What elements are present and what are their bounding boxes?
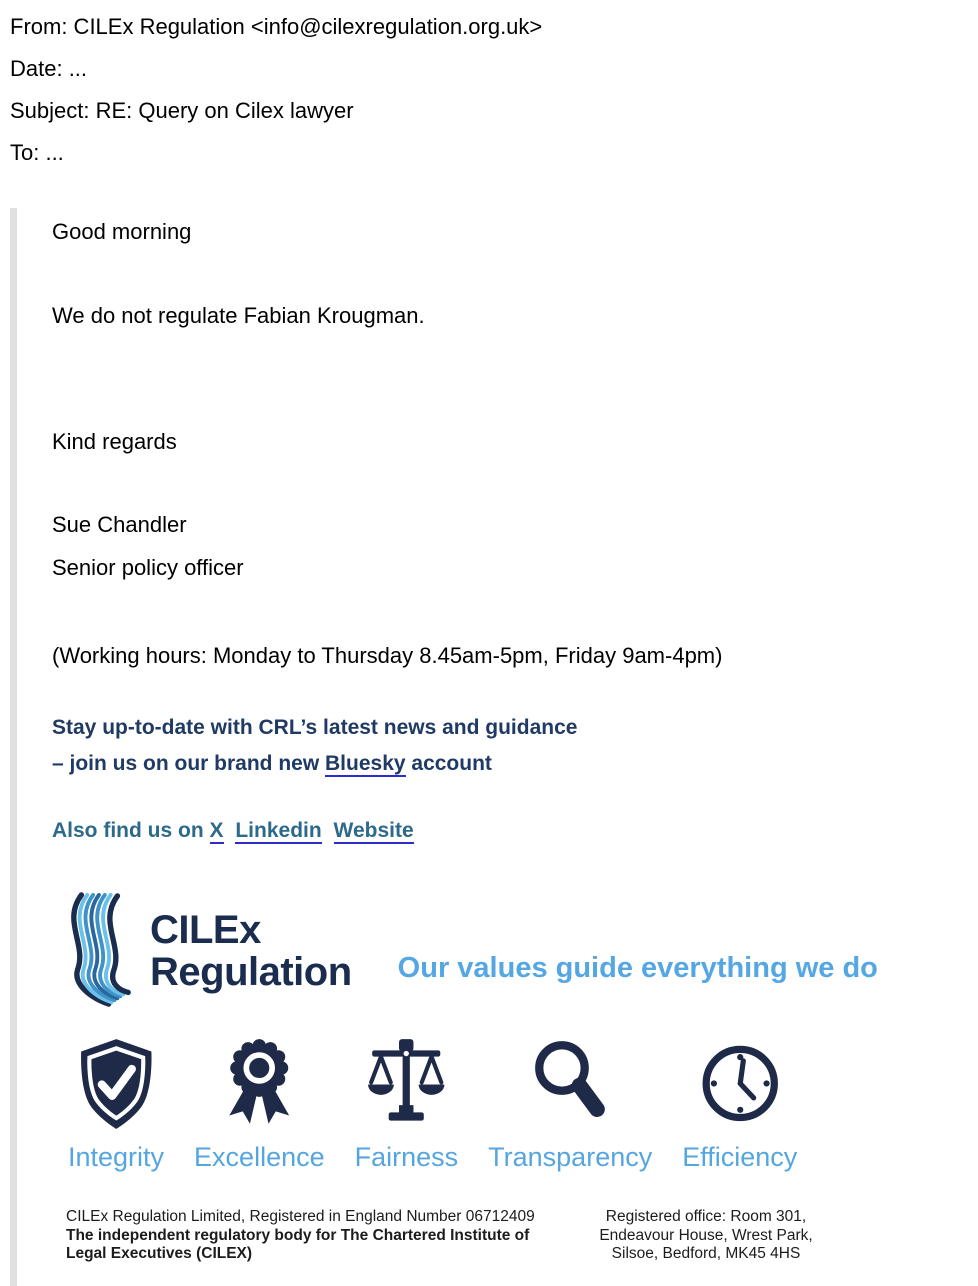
signature-footer: [52, 1208, 958, 1264]
logo-word-line2: Regulation: [150, 950, 352, 994]
promo-line2-suffix: account: [405, 752, 492, 775]
quoted-email-block: [10, 208, 978, 1286]
linkedin-link[interactable]: Linkedin: [235, 819, 322, 842]
working-hours-text: (Working hours: Monday to Thursday 8.45am-5pm, Friday 9am-4pm): [52, 643, 723, 668]
value-fairness: [355, 1037, 459, 1172]
clock-icon: [701, 1037, 779, 1132]
header-date: Date: ...: [10, 56, 88, 81]
promo-line2: [52, 746, 958, 782]
value-transparency: [488, 1037, 652, 1172]
value-label-fairness: Fairness: [354, 1142, 459, 1172]
promo-line1: Stay up-to-date with CRL’s latest news and guidance: [52, 716, 578, 739]
scales-icon: [367, 1037, 445, 1132]
footer-address-line3: Silsoe, Bedford, MK45 4HS: [611, 1245, 801, 1262]
footer-company-block: [66, 1208, 535, 1264]
promo-line2-prefix: – join us on our brand new: [52, 752, 326, 775]
footer-address-block: [590, 1208, 822, 1264]
social-links-line: [52, 816, 958, 846]
promo-block: [52, 710, 958, 782]
value-efficiency: [682, 1037, 797, 1172]
sender-name: Sue Chandler: [52, 512, 187, 537]
signature-logo-row: [52, 892, 958, 1007]
signoff-text: Kind regards: [52, 429, 177, 454]
cilex-regulation-logo-icon: [52, 892, 140, 1007]
message-body-text: We do not regulate Fabian Krougman.: [52, 303, 425, 328]
header-from: From: CILEx Regulation <info@cilexregulation.org.uk>: [10, 14, 543, 39]
value-excellence: [194, 1037, 325, 1172]
greeting-text: Good morning: [52, 219, 192, 244]
values-row: [52, 1037, 958, 1172]
value-label-transparency: Transparency: [488, 1142, 653, 1172]
shield-check-icon: [75, 1037, 158, 1132]
sender-title: Senior policy officer: [52, 555, 244, 580]
value-label-efficiency: Efficiency: [682, 1142, 798, 1172]
x-link[interactable]: X: [209, 819, 224, 842]
footer-body-line2: Legal Executives (CILEX): [66, 1245, 253, 1262]
value-label-excellence: Excellence: [194, 1142, 325, 1172]
rosette-icon: [220, 1037, 298, 1132]
header-subject: Subject: RE: Query on Cilex lawyer: [10, 98, 354, 123]
footer-body-line1: The independent regulatory body for The Chartered Institute of: [66, 1226, 530, 1244]
website-link[interactable]: Website: [333, 819, 414, 842]
social-prefix: Also find us on: [52, 819, 210, 842]
logo-wordmark: [150, 909, 352, 1007]
email-header: [0, 0, 978, 174]
magnifier-icon: [531, 1037, 609, 1132]
logo-word-line1: CILEx: [150, 908, 261, 952]
bluesky-link[interactable]: Bluesky: [325, 752, 406, 775]
footer-registration-line: CILEx Regulation Limited, Registered in England Number 06712409: [66, 1208, 535, 1225]
values-tagline: Our values guide everything we do: [397, 952, 878, 984]
value-label-integrity: Integrity: [68, 1142, 165, 1172]
footer-address-line1: Registered office: Room 301,: [605, 1208, 807, 1225]
footer-address-line2: Endeavour House, Wrest Park,: [599, 1226, 813, 1244]
value-integrity: [68, 1037, 164, 1172]
header-to: To: ...: [10, 140, 64, 165]
